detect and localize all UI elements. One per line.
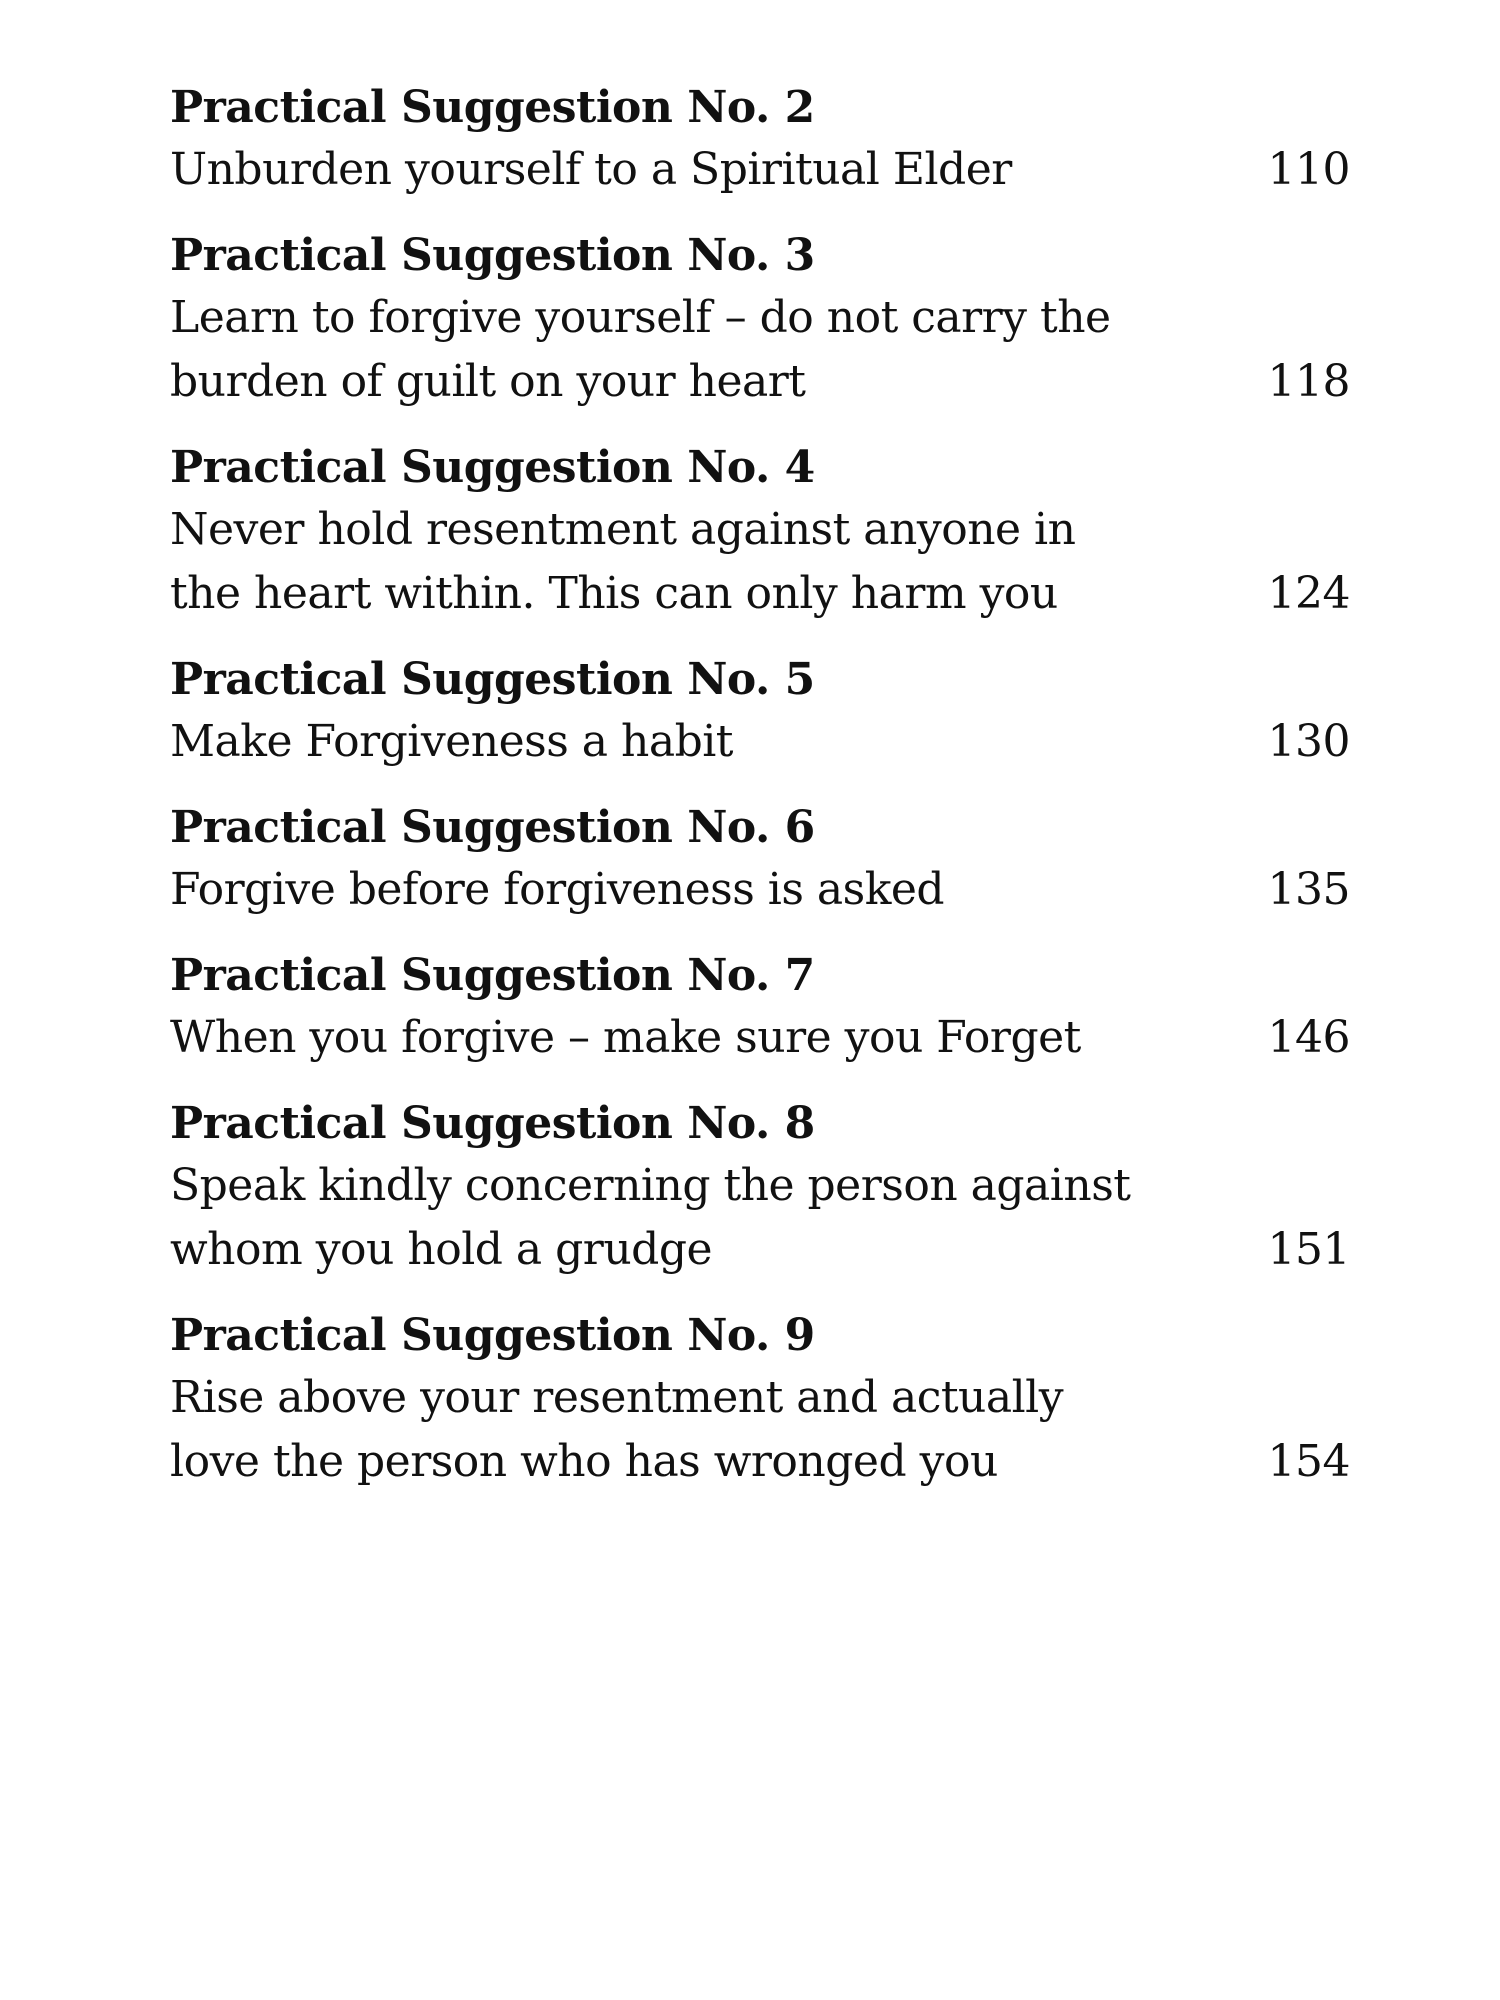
- page-number: 146: [1267, 1012, 1350, 1063]
- page-number: 118: [1267, 356, 1350, 407]
- description-line: the heart within. This can only harm you: [170, 568, 1058, 619]
- description-line: Never hold resentment against anyone in: [170, 504, 1076, 555]
- entry-heading: Practical Suggestion No. 2: [170, 82, 815, 133]
- description-line: whom you hold a grudge: [170, 1224, 713, 1275]
- page-number: 110: [1267, 144, 1350, 195]
- description-line: When you forgive – make sure you Forget: [170, 1012, 1081, 1063]
- toc-entry: [170, 1306, 1350, 1494]
- description-line: love the person who has wronged you: [170, 1436, 998, 1487]
- entry-body: [170, 858, 1350, 922]
- entry-body: [170, 1366, 1350, 1494]
- entry-description: [170, 498, 1230, 626]
- description-line: Forgive before forgiveness is asked: [170, 864, 945, 915]
- entry-body: [170, 286, 1350, 414]
- page-number: 135: [1267, 864, 1350, 915]
- description-line: Unburden yourself to a Spiritual Elder: [170, 144, 1012, 195]
- page-number: 151: [1267, 1224, 1350, 1275]
- toc-entry: [170, 226, 1350, 414]
- entry-heading: Practical Suggestion No. 6: [170, 802, 815, 853]
- toc-entry: [170, 1094, 1350, 1282]
- entry-body: [170, 710, 1350, 774]
- entry-body: [170, 498, 1350, 626]
- entry-heading: Practical Suggestion No. 3: [170, 230, 815, 281]
- page-number: 124: [1267, 568, 1350, 619]
- toc-entry: [170, 798, 1350, 922]
- page-number: 154: [1267, 1436, 1350, 1487]
- page-number: 130: [1267, 716, 1350, 767]
- toc-entry: [170, 438, 1350, 626]
- toc-entry: [170, 78, 1350, 202]
- entry-body: [170, 1006, 1350, 1070]
- description-line: Learn to forgive yourself – do not carry the: [170, 292, 1111, 343]
- toc-entry: [170, 946, 1350, 1070]
- entry-description: [170, 1006, 1230, 1070]
- entry-description: [170, 858, 1230, 922]
- entry-description: [170, 1366, 1230, 1494]
- entry-description: [170, 710, 1230, 774]
- table-of-contents: [170, 78, 1350, 1518]
- entry-description: [170, 1154, 1230, 1282]
- description-line: Rise above your resentment and actually: [170, 1372, 1064, 1423]
- entry-description: [170, 286, 1230, 414]
- description-line: Speak kindly concerning the person against: [170, 1160, 1131, 1211]
- entry-heading: Practical Suggestion No. 9: [170, 1310, 815, 1361]
- entry-heading: Practical Suggestion No. 5: [170, 654, 815, 705]
- entry-heading: Practical Suggestion No. 8: [170, 1098, 815, 1149]
- entry-description: [170, 138, 1230, 202]
- description-line: Make Forgiveness a habit: [170, 716, 733, 767]
- description-line: burden of guilt on your heart: [170, 356, 806, 407]
- entry-heading: Practical Suggestion No. 7: [170, 950, 815, 1001]
- toc-entry: [170, 650, 1350, 774]
- entry-body: [170, 1154, 1350, 1282]
- entry-body: [170, 138, 1350, 202]
- entry-heading: Practical Suggestion No. 4: [170, 442, 815, 493]
